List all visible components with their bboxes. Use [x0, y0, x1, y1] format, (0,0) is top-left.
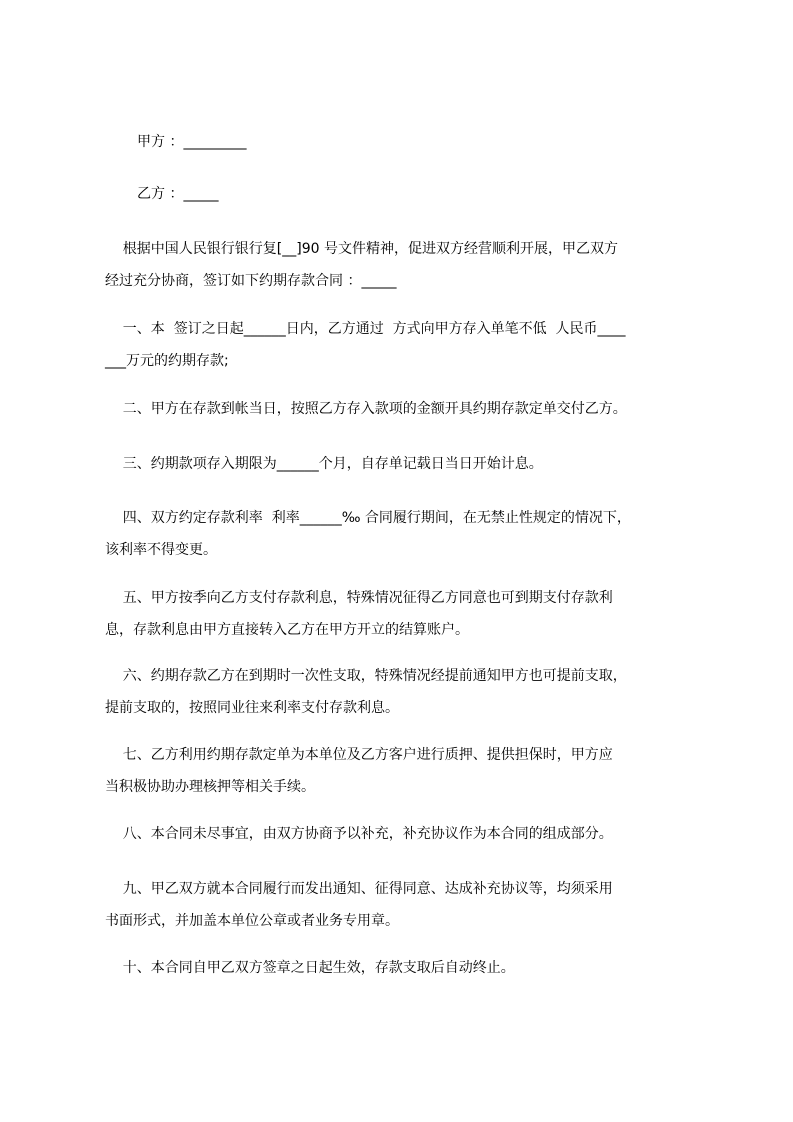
- clause-3: [105, 448, 705, 480]
- clause-6-line-2: 提前支取的，按照同业往来利率支付存款利息。: [105, 700, 399, 716]
- party-a-line: 甲方 ：_________: [137, 134, 247, 150]
- clause-7-line-2: 当积极协助办理核押等相关手续。: [105, 779, 315, 795]
- clause-1-line-2: ___万元的约期存款;: [105, 353, 229, 369]
- clause-7: [105, 739, 705, 803]
- clause-8-line-1: 八、本合同未尽事宜，由双方协商予以补充，补充协议作为本合同的组成部分。: [105, 826, 613, 842]
- clause-10-line-1: 十、本合同自甲乙双方签章之日起生效，存款支取后自动终止。: [105, 960, 515, 976]
- clause-5: [105, 582, 705, 646]
- clause-4: [105, 502, 705, 566]
- clause-6: [105, 660, 705, 724]
- party-b-line: 乙方 ：_____: [137, 186, 219, 202]
- intro-line-1: 根据中国人民银行银行复[__]90 号文件精神，促进双方经营顺利开展，甲乙双方: [105, 241, 618, 257]
- clause-3-line-1: 三、约期款项存入期限为______个月，自存单记载日当日开始计息。: [105, 456, 543, 472]
- clause-1-line-1: 一、本 签订之日起______日内，乙方通过 方式向甲方存入单笔不低 人民币____: [105, 321, 626, 337]
- clause-4-line-1: 四、双方约定存款利率 利率______‰ 合同履行期间，在无禁止性规定的情况下，: [105, 510, 631, 526]
- clause-9-line-1: 九、甲乙双方就本合同履行而发出通知、征得同意、达成补充协议等，均须采用: [105, 881, 613, 897]
- clause-8: [105, 818, 705, 850]
- clause-9: [105, 873, 705, 937]
- clause-2-line-1: 二、甲方在存款到帐当日，按照乙方存入款项的金额开具约期存款定单交付乙方。: [105, 401, 627, 417]
- clause-6-line-1: 六、约期存款乙方在到期时一次性支取，特殊情况经提前通知甲方也可提前支取，: [105, 668, 627, 684]
- clause-1: [105, 313, 705, 377]
- clause-10: [105, 952, 705, 984]
- clause-5-line-2: 息，存款利息由甲方直接转入乙方在甲方开立的结算账户。: [105, 622, 469, 638]
- clause-7-line-1: 七、乙方利用约期存款定单为本单位及乙方客户进行质押、提供担保时，甲方应: [105, 747, 613, 763]
- clause-2: [105, 393, 705, 425]
- clause-9-line-2: 书面形式，并加盖本单位公章或者业务专用章。: [105, 913, 399, 929]
- clause-4-line-2: 该利率不得变更。: [105, 542, 217, 558]
- clause-5-line-1: 五、甲方按季向乙方支付存款利息，特殊情况征得乙方同意也可到期支付存款利: [105, 590, 613, 606]
- intro-line-2: 经过充分协商，签订如下约期存款合同 ：_____: [105, 273, 397, 289]
- intro-paragraph: [105, 233, 705, 297]
